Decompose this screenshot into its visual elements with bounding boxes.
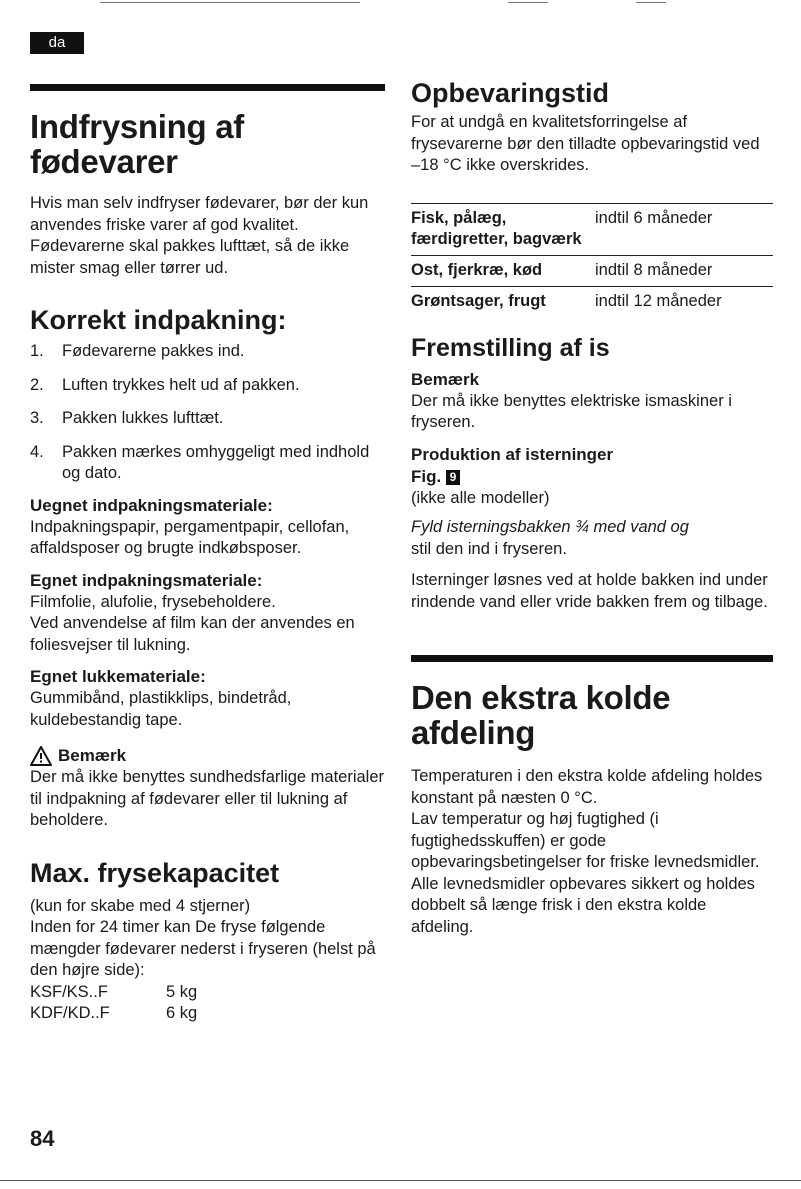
table-row: Grøntsager, frugt indtil 12 måneder: [411, 286, 773, 317]
capacity-sub: (kun for skabe med 4 stjerner): [30, 896, 251, 915]
scan-edge-line: [0, 1180, 801, 1181]
ice-note-text: Der må ikke benyttes elektriske ismaskiner i fryseren.: [411, 391, 732, 431]
cold-text-3: Alle levnedsmidler opbevares sikkert og holdes dobbelt så længe frisk i den ekstra kolde afdeling.: [411, 874, 755, 936]
list-item: 2. Luften trykkes helt ud af pakken.: [30, 375, 300, 394]
page-number: 84: [30, 1126, 55, 1151]
packing-steps: [30, 341, 385, 485]
capacity-heading: Max. frysekapacitet: [30, 857, 280, 888]
closing-heading: Egnet lukkemateriale:: [30, 667, 206, 686]
cubes-text: Isterninger løsnes ved at holde bakken ind under rindende vand eller vride bakken frem og tilbage.: [411, 571, 768, 611]
cubes-instruction-end: stil den ind i fryseren.: [411, 539, 567, 558]
figure-number-badge: 9: [446, 470, 460, 485]
suitable-text: Filmfolie, alufolie, frysebeholdere.: [30, 592, 276, 611]
warning-icon: [30, 746, 52, 766]
section-rule: [30, 84, 385, 91]
storage-heading: Opbevaringstid: [411, 78, 610, 108]
note-text: Der må ikke benyttes sundhedsfarlige materialer til indpakning af fødevarer eller til lukning af beholdere.: [30, 768, 385, 829]
scan-edge-line: [100, 2, 360, 3]
scan-edge-line: [508, 2, 548, 3]
note-heading: Bemærk: [30, 745, 385, 766]
closing-text: Gummibånd, plastikklips, bindetråd, kuldebestandig tape.: [30, 689, 292, 729]
capacity-row: KDF/KD..F 6 kg: [30, 1004, 198, 1022]
storage-table: [411, 203, 773, 317]
left-column: [30, 84, 385, 1025]
ice-note-heading: Bemærk: [411, 369, 480, 389]
cubes-instruction: Fyld isterningsbakken ¾ med vand og: [411, 518, 689, 536]
suitable-text-2: Ved anvendelse af film kan der anvendes en foliesvejser til lukning.: [30, 614, 355, 654]
table-row: Fisk, pålæg, færdigretter, bagværk indtil 6 måneder: [411, 203, 773, 255]
cubes-heading: Produktion af isterninger: [411, 444, 614, 464]
list-item: 3. Pakken lukkes lufttæt.: [30, 409, 224, 427]
scan-edge-line: [636, 2, 666, 3]
unsuitable-text: Indpakningspapir, pergamentpapir, cellofan, affaldsposer og brugte indkøbsposer.: [30, 517, 350, 557]
right-column: [411, 78, 773, 938]
capacity-text: Inden for 24 timer kan De fryse følgende mængder fødevarer nederst i fryseren (helst på den højre side):: [30, 918, 376, 979]
cold-text: Temperaturen i den ekstra kolde afdeling holdes konstant på næsten 0 °C.: [411, 767, 763, 807]
storage-intro: For at undgå en kvalitetsforringelse af frysevarerne bør den tilladte opbevaringstid ved –18 °C ikke overskrides.: [411, 113, 760, 174]
ice-heading: Fremstilling af is: [411, 333, 610, 362]
cold-text-2: Lav temperatur og høj fugtighed (i fugtighedsskuffen) er gode opbevaringsbetingelser for friske levnedsmidler.: [411, 810, 760, 871]
capacity-row: KSF/KS..F 5 kg: [30, 982, 198, 1001]
cold-compartment-title: Den ekstra kolde afdeling: [411, 679, 671, 751]
section-rule: [411, 655, 773, 662]
list-item: 4. Pakken mærkes omhyggeligt med indhold og dato.: [30, 442, 370, 482]
freezing-intro: Hvis man selv indfryser fødevarer, bør der kun anvendes friske varer af god kvalitet. Fødevarerne skal pakkes lufttæt, så de ikke mister smag eller tørrer ud.: [30, 194, 369, 277]
unsuitable-heading: Uegnet indpakningsmateriale:: [30, 495, 273, 515]
list-item: 1. Fødevarerne pakkes ind.: [30, 342, 245, 360]
figure-reference: Fig. 9: [411, 466, 773, 487]
cubes-sub: (ikke alle modeller): [411, 488, 550, 507]
table-row: Ost, fjerkræ, kød indtil 8 måneder: [411, 255, 773, 286]
packing-heading: Korrekt indpakning:: [30, 305, 287, 335]
language-tag: da: [30, 32, 84, 54]
suitable-heading: Egnet indpakningsmateriale:: [30, 570, 263, 590]
freezing-title: Indfrysning af fødevarer: [30, 108, 244, 180]
